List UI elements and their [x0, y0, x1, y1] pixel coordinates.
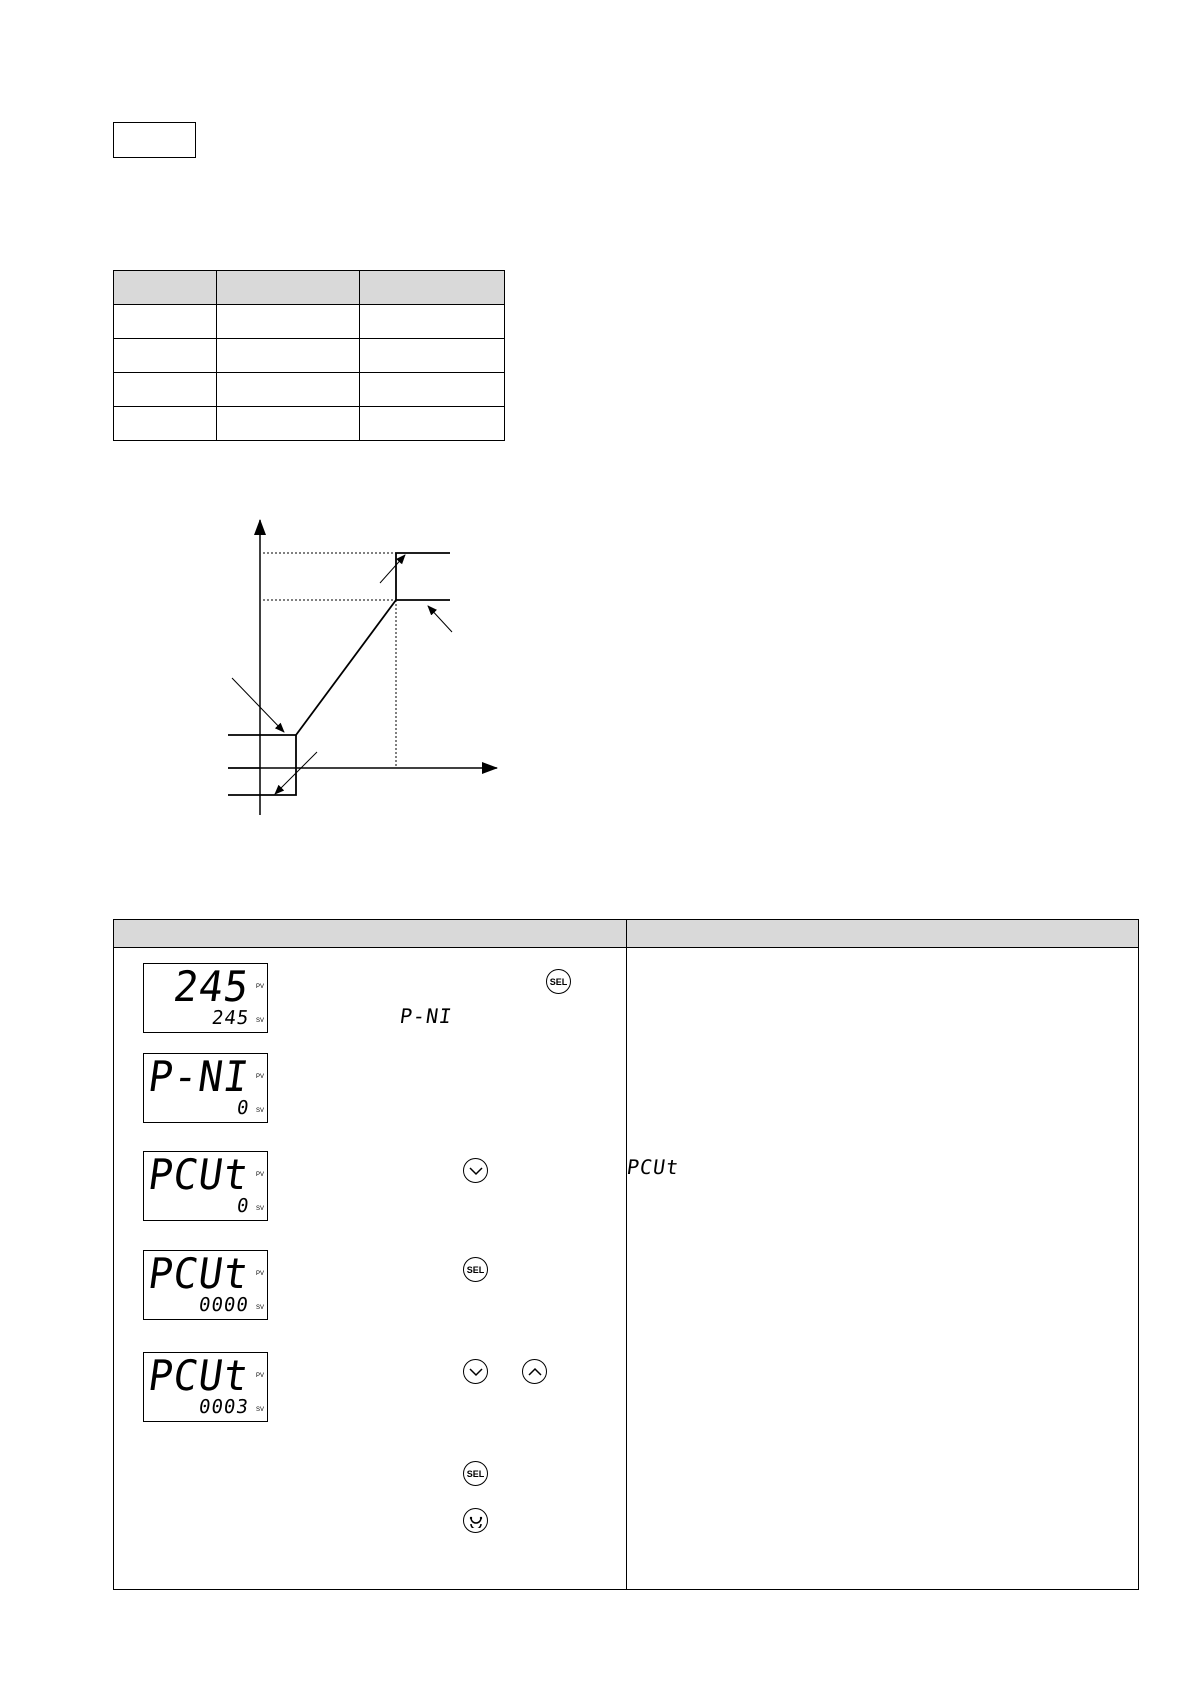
- sv-label: SV: [255, 1305, 264, 1311]
- lcd-sub-value: 0: [235, 1195, 251, 1217]
- output-curve: [228, 600, 450, 735]
- pv-label: PV: [255, 1373, 264, 1379]
- display-key-icon: [463, 1508, 488, 1533]
- inline-code-p-ni: P-NI: [398, 1004, 454, 1028]
- table-header-operation: [626, 920, 1139, 948]
- lcd-main-value: 245: [170, 962, 253, 1011]
- lcd-display: [143, 963, 268, 1033]
- callout-arrow: [380, 555, 405, 583]
- pv-label: PV: [255, 1074, 264, 1080]
- lcd-main-value: PCUt: [145, 1249, 252, 1298]
- lcd-main-value: PCUt: [145, 1351, 252, 1400]
- inline-code-pcut: PCUt: [625, 1155, 681, 1179]
- pv-label: PV: [255, 1271, 264, 1277]
- lcd-display: [143, 1151, 268, 1221]
- sel-key-icon: SEL: [463, 1461, 488, 1486]
- lcd-main-value: PCUt: [145, 1150, 252, 1199]
- sv-label: SV: [255, 1206, 264, 1212]
- upper-cut-line: [396, 553, 450, 600]
- operation-column: [626, 948, 1139, 1590]
- down-key-icon: [463, 1158, 488, 1183]
- lcd-sub-value: 0003: [197, 1396, 251, 1418]
- sv-label: SV: [255, 1108, 264, 1114]
- sv-label: SV: [255, 1018, 264, 1024]
- callout-arrow: [428, 606, 452, 632]
- table-header-row: [114, 920, 1139, 948]
- lcd-sub-value: 0: [235, 1097, 251, 1119]
- table-header-display: [114, 920, 627, 948]
- lcd-sub-value: 0000: [197, 1294, 251, 1316]
- lcd-display: [143, 1053, 268, 1123]
- up-key-icon: [522, 1359, 547, 1384]
- down-key-icon: [463, 1359, 488, 1384]
- sv-label: SV: [255, 1407, 264, 1413]
- lcd-sub-value: 245: [210, 1007, 251, 1029]
- sel-key-icon: SEL: [546, 969, 571, 994]
- lcd-display: [143, 1352, 268, 1422]
- pv-label: PV: [255, 984, 264, 990]
- lower-cut-line: [228, 735, 296, 795]
- callout-arrow: [232, 678, 284, 732]
- lcd-display: [143, 1250, 268, 1320]
- lcd-main-value: P-NI: [145, 1052, 252, 1101]
- pv-label: PV: [255, 1172, 264, 1178]
- sel-key-icon: SEL: [463, 1257, 488, 1282]
